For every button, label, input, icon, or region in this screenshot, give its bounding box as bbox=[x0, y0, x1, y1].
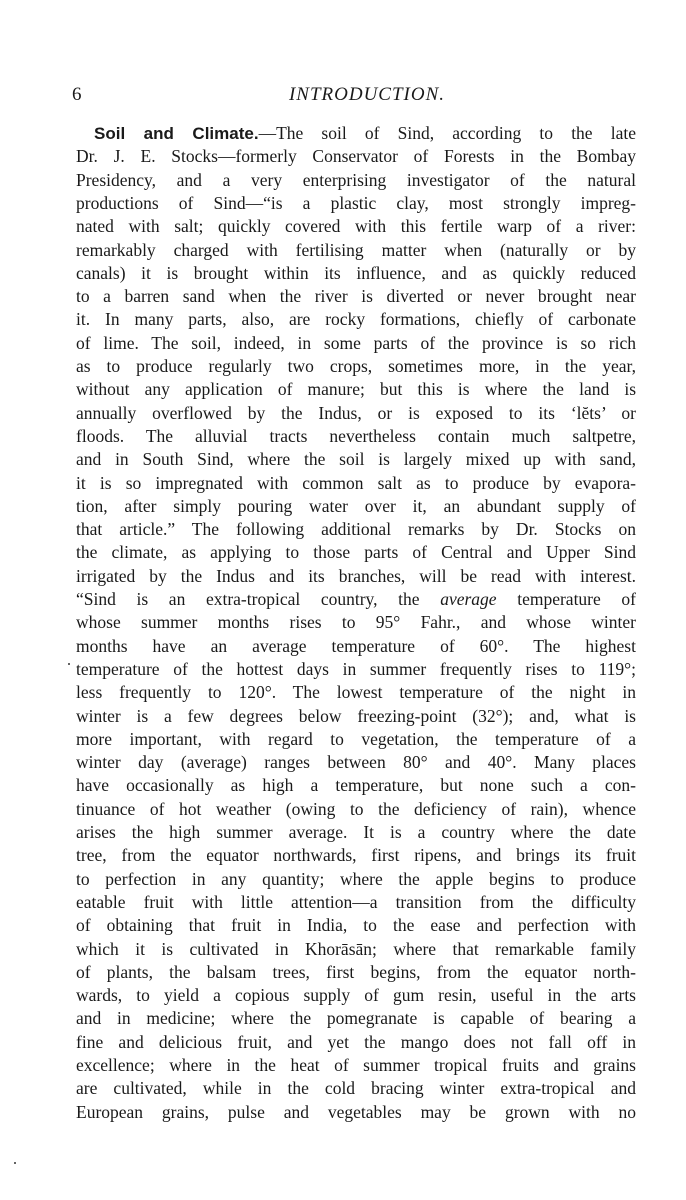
text-line: have occasionally as high a temperature, but none such a con- bbox=[76, 775, 636, 796]
running-header bbox=[72, 84, 642, 108]
text-line: European grains, pulse and vegetables may be grown with no bbox=[76, 1101, 636, 1122]
text-line: wards, to yield a copious supply of gum resin, useful in the arts bbox=[76, 985, 636, 1006]
text-line: fine and delicious fruit, and yet the mango does not fall off in bbox=[76, 1031, 636, 1052]
text-line: and in South Sind, where the soil is largely mixed up with sand, bbox=[76, 449, 636, 470]
page-number: 6 bbox=[72, 84, 82, 105]
text-line: winter is a few degrees below freezing-point (32°); and, what is bbox=[76, 705, 636, 726]
text-line: annually overflowed by the Indus, or is exposed to its ‘lĕts’ or bbox=[76, 402, 636, 423]
text-line: excellence; where in the heat of summer tropical fruits and grains bbox=[76, 1055, 636, 1075]
text-line: Dr. J. E. Stocks—formerly Conservator of Forests in the Bombay bbox=[76, 146, 636, 167]
text-line: tion, after simply pouring water over it, an abundant supply of bbox=[76, 495, 636, 516]
text-line: remarkably charged with fertilising matter when (naturally or by bbox=[76, 239, 636, 260]
section-heading: Soil and Climate. bbox=[94, 124, 259, 143]
text-line: months have an average temperature of 60°. The highest bbox=[76, 635, 636, 656]
text-line: and in medicine; where the pomegranate is capable of bearing a bbox=[76, 1008, 636, 1029]
text-line bbox=[94, 122, 636, 144]
line-text: “Sind is an extra-tropical country, the bbox=[76, 589, 420, 609]
text-line: floods. The alluvial tracts nevertheless contain much saltpetre, bbox=[76, 425, 636, 446]
text-line: tree, from the equator northwards, first ripens, and brings its fruit bbox=[76, 845, 636, 866]
text-line: it is so impregnated with common salt as to produce by evapora- bbox=[76, 472, 636, 493]
text-line: that article.” The following additional remarks by Dr. Stocks on bbox=[76, 519, 636, 540]
text-line: as to produce regularly two crops, sometimes more, in the year, bbox=[76, 356, 636, 376]
text-line: whose summer months rises to 95° Fahr., and whose winter bbox=[76, 612, 636, 633]
text-line: it. In many parts, also, are rocky formations, chiefly of carbonate bbox=[76, 309, 636, 330]
text-line: tinuance of hot weather (owing to the deficiency of rain), whence bbox=[76, 798, 636, 819]
print-speck bbox=[68, 663, 70, 665]
text-line: without any application of manure; but this is where the land is bbox=[76, 379, 636, 400]
text-line: Presidency, and a very enterprising investigator of the natural bbox=[76, 169, 636, 190]
text-line: are cultivated, while in the cold bracing winter extra-tropical and bbox=[76, 1078, 636, 1099]
text-line: irrigated by the Indus and its branches, will be read with interest. bbox=[76, 565, 636, 586]
text-line: of lime. The soil, indeed, in some parts of the province is so rich bbox=[76, 332, 636, 353]
print-speck bbox=[14, 1162, 16, 1164]
text-line: less frequently to 120°. The lowest temperature of the night in bbox=[76, 682, 636, 703]
text-line: the climate, as applying to those parts of Central and Upper Sind bbox=[76, 542, 636, 563]
text-line: of plants, the balsam trees, first begins, from the equator north- bbox=[76, 961, 636, 982]
text-line: temperature of the hottest days in summer frequently rises to 119°; bbox=[76, 658, 636, 679]
text-line: canals) it is brought within its influence, and as quickly reduced bbox=[76, 262, 636, 283]
text-line: arises the high summer average. It is a country where the date bbox=[76, 822, 636, 842]
line-text: —The soil of Sind, according to the late bbox=[258, 123, 636, 143]
text-line: to a barren sand when the river is diverted or never brought near bbox=[76, 286, 636, 307]
text-line: eatable fruit with little attention—a transition from the difficulty bbox=[76, 891, 636, 912]
italic-word: average bbox=[440, 589, 497, 609]
text-line: winter day (average) ranges between 80° and 40°. Many places bbox=[76, 752, 636, 773]
text-line bbox=[76, 588, 636, 610]
text-line: to perfection in any quantity; where the apple begins to produce bbox=[76, 868, 636, 889]
text-line: productions of Sind—“is a plastic clay, most strongly impreg- bbox=[76, 192, 636, 213]
text-line: more important, with regard to vegetation, the temperature of a bbox=[76, 728, 636, 749]
text-line: which it is cultivated in Khorāsān; where that remarkable family bbox=[76, 938, 636, 959]
text-line: of obtaining that fruit in India, to the ease and perfection with bbox=[76, 915, 636, 936]
line-text: temperature of bbox=[517, 589, 636, 609]
text-line: nated with salt; quickly covered with this fertile warp of a river: bbox=[76, 216, 636, 237]
running-title: INTRODUCTION. bbox=[288, 84, 446, 105]
